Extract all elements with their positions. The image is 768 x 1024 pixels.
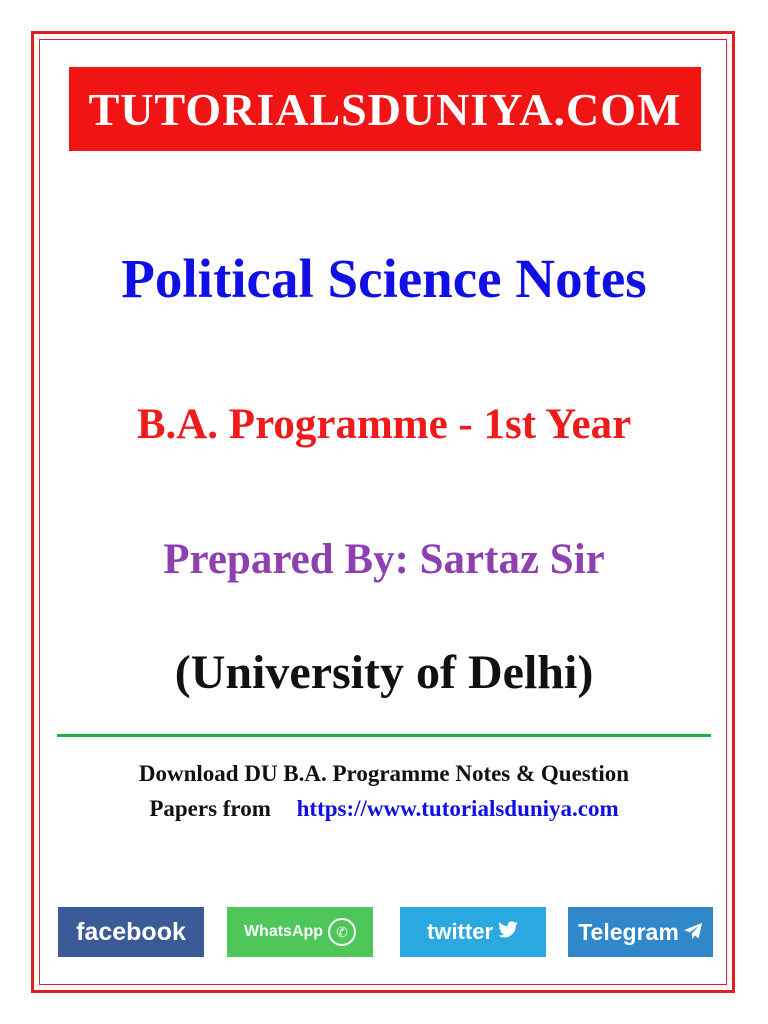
telegram-button[interactable] — [568, 907, 713, 957]
download-line-1: Download DU B.A. Programme Notes & Question — [138, 761, 630, 786]
facebook-button[interactable] — [58, 907, 204, 957]
site-banner-text: TUTORIALSDUNIYA.COM — [88, 83, 682, 135]
download-line-2 — [0, 796, 768, 822]
twitter-label: twitter — [427, 919, 493, 944]
twitter-button[interactable] — [400, 907, 546, 957]
site-banner[interactable] — [69, 67, 701, 151]
author-line: Prepared By: Sartaz Sir — [163, 536, 605, 583]
programme-heading: B.A. Programme - 1st Year — [136, 401, 632, 448]
university-line: (University of Delhi) — [174, 646, 594, 699]
whatsapp-label: WhatsApp — [243, 923, 324, 940]
phone-icon: ✆ — [328, 918, 356, 946]
facebook-label: facebook — [76, 917, 186, 946]
divider — [57, 734, 711, 737]
bird-icon — [497, 919, 519, 945]
download-prefix: Papers from — [149, 796, 271, 821]
document-title: Political Science Notes — [121, 248, 647, 309]
whatsapp-button[interactable] — [227, 907, 373, 957]
website-link[interactable]: https://www.tutorialsduniya.com — [296, 796, 619, 821]
paper-plane-icon — [683, 919, 703, 946]
page-border-inner — [39, 39, 727, 985]
telegram-label: Telegram — [578, 918, 679, 945]
